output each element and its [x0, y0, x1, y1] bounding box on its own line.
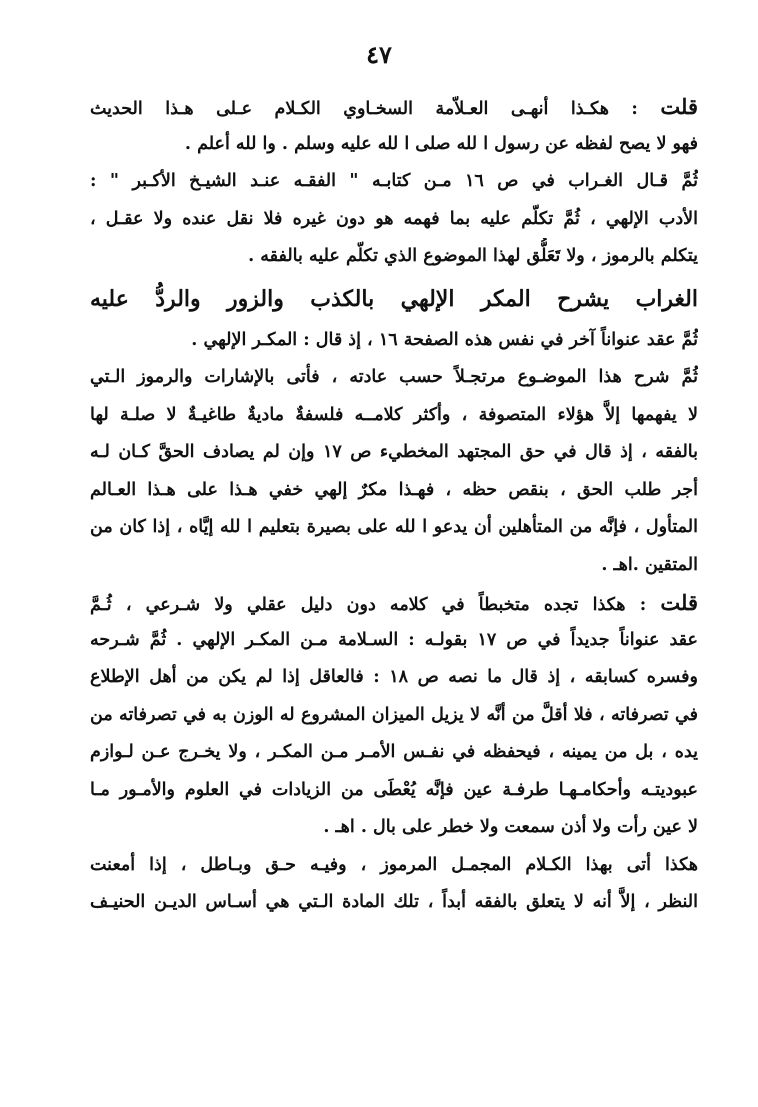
text-line: [90, 434, 698, 472]
text-line: [90, 734, 698, 772]
line-text: في تصرفاته ، فلا أقلَّ من أنَّه لا يزيل الميزان المشروع له الوزن به في تصرفاته من: [90, 704, 698, 725]
qult-label: قلت: [660, 94, 698, 119]
text-line: [90, 88, 698, 126]
page-number: ٤٧: [366, 40, 392, 69]
text-line: [90, 622, 698, 660]
line-text: النظر ، إلاَّ أنه لا يتعلق بالفقه أبداً ، تلك المادة الـتي هي أسـاس الديـن الحنيـف: [90, 892, 698, 912]
text-line: [90, 509, 698, 547]
text-line: [90, 238, 698, 276]
line-text: عبوديتـه وأحكامـهـا طرفـة عين فإنَّه يُعْطَى من الزيادات في العلوم والأمـور مـا: [90, 779, 698, 800]
line-text: الأدب الإلهي ، ثُمَّ تكلّم عليه بما فهمه هو دون غيره فلا نقل عنده ولا عقـل ،: [90, 208, 698, 229]
line-text: عقد عنواناً جديداً في ص ١٧ بقولـه : السـلامة مـن المكـر الإلهي . ثُمَّ شـرحه: [90, 629, 698, 650]
text-line: [90, 659, 698, 697]
line-text: : هكـذا أنهـى العـلاّمة السخـاوي الكـلام عـلى هـذا الحديث: [90, 99, 661, 119]
line-text: أجر طلب الحق ، بنقص حظه ، فهـذا مكرٌ إلهي خفي هـذا على هـذا العـالم: [90, 479, 698, 500]
line-text: : هكذا تجده متخبطاً في كلامه دون دليل عقلي ولا شـرعي ، ثُـمَّ: [90, 595, 661, 615]
line-text: يتكلم بالرموز ، ولا تَعَلُّق لهذا الموضوع الذي تكلّم عليه بالفقه .: [248, 246, 698, 266]
section-heading: [90, 276, 698, 322]
text-line: [90, 359, 698, 397]
line-text: لا عين رأت ولا أذن سمعت ولا خطر على بال . اهـ .: [323, 817, 698, 837]
line-text: فهو لا يصح لفظه عن رسول ا لله صلى ا لله عليه وسلم . وا لله أعلم .: [184, 133, 698, 154]
line-text: ثُمَّ قـال الغـراب في ص ١٦ مـن كتابـه " الفقـه عنـد الشيـخ الأكـبر " :: [90, 171, 698, 191]
text-line: [90, 809, 698, 847]
text-line: [90, 547, 698, 585]
text-line: [90, 163, 698, 201]
line-text: المتقين .اهـ .: [601, 554, 698, 575]
line-text: ثُمَّ عقد عنواناً آخر في نفس هذه الصفحة ١٦ ، إذ قال : المكـر الإلهي .: [191, 329, 698, 350]
line-text: بالفقه ، إذ قال في حق المجتهد المخطيء ص ١٧ وإن لم يصادف الحقَّ كـان لـه: [90, 442, 698, 462]
line-text: المتأول ، فإنَّه من المتأهلين أن يدعو ا لله على بصيرة بتعليم ا لله إيَّاه ، إذا كان من: [90, 517, 698, 537]
text-line: [90, 472, 698, 510]
text-line: [90, 322, 698, 360]
text-line: [90, 697, 698, 735]
text-line: [90, 397, 698, 435]
text-line: [90, 201, 698, 239]
text-line: [90, 884, 698, 922]
text-line: [90, 126, 698, 164]
line-text: لا يفهمها إلاَّ هؤلاء المتصوفة ، وأكثر كلامــه فلسفةٌ ماديةٌ طاغيـةٌ لا صلـة لها: [90, 404, 698, 425]
line-text: هكذا أتى بهذا الكـلام المجمـل المرموز ، وفيـه حـق وبـاطل ، إذا أمعنت: [90, 854, 698, 875]
line-text: وفسره كسابقه ، إذ قال ما نصه ص ١٨ : فالعاقل إذا لم يكن من أهل الإطلاع: [90, 667, 698, 687]
text-line: [90, 584, 698, 622]
qult-label: قلت: [660, 590, 698, 615]
body-text: [90, 88, 698, 922]
heading-text: الغراب يشرح المكر الإلهي بالكذب والزور والردُّ عليه: [90, 285, 698, 312]
line-text: يده ، بل من يمينه ، فيحفظه في نفـس الأمـر مـن المكـر ، ولا يخـرج عـن لـوازم: [90, 742, 698, 762]
text-line: [90, 772, 698, 810]
text-line: [90, 847, 698, 885]
line-text: ثُمَّ شرح هذا الموضـوع مرتجـلاً حسب عادته ، فأتى بالإشارات والرموز الـتي: [90, 367, 698, 387]
